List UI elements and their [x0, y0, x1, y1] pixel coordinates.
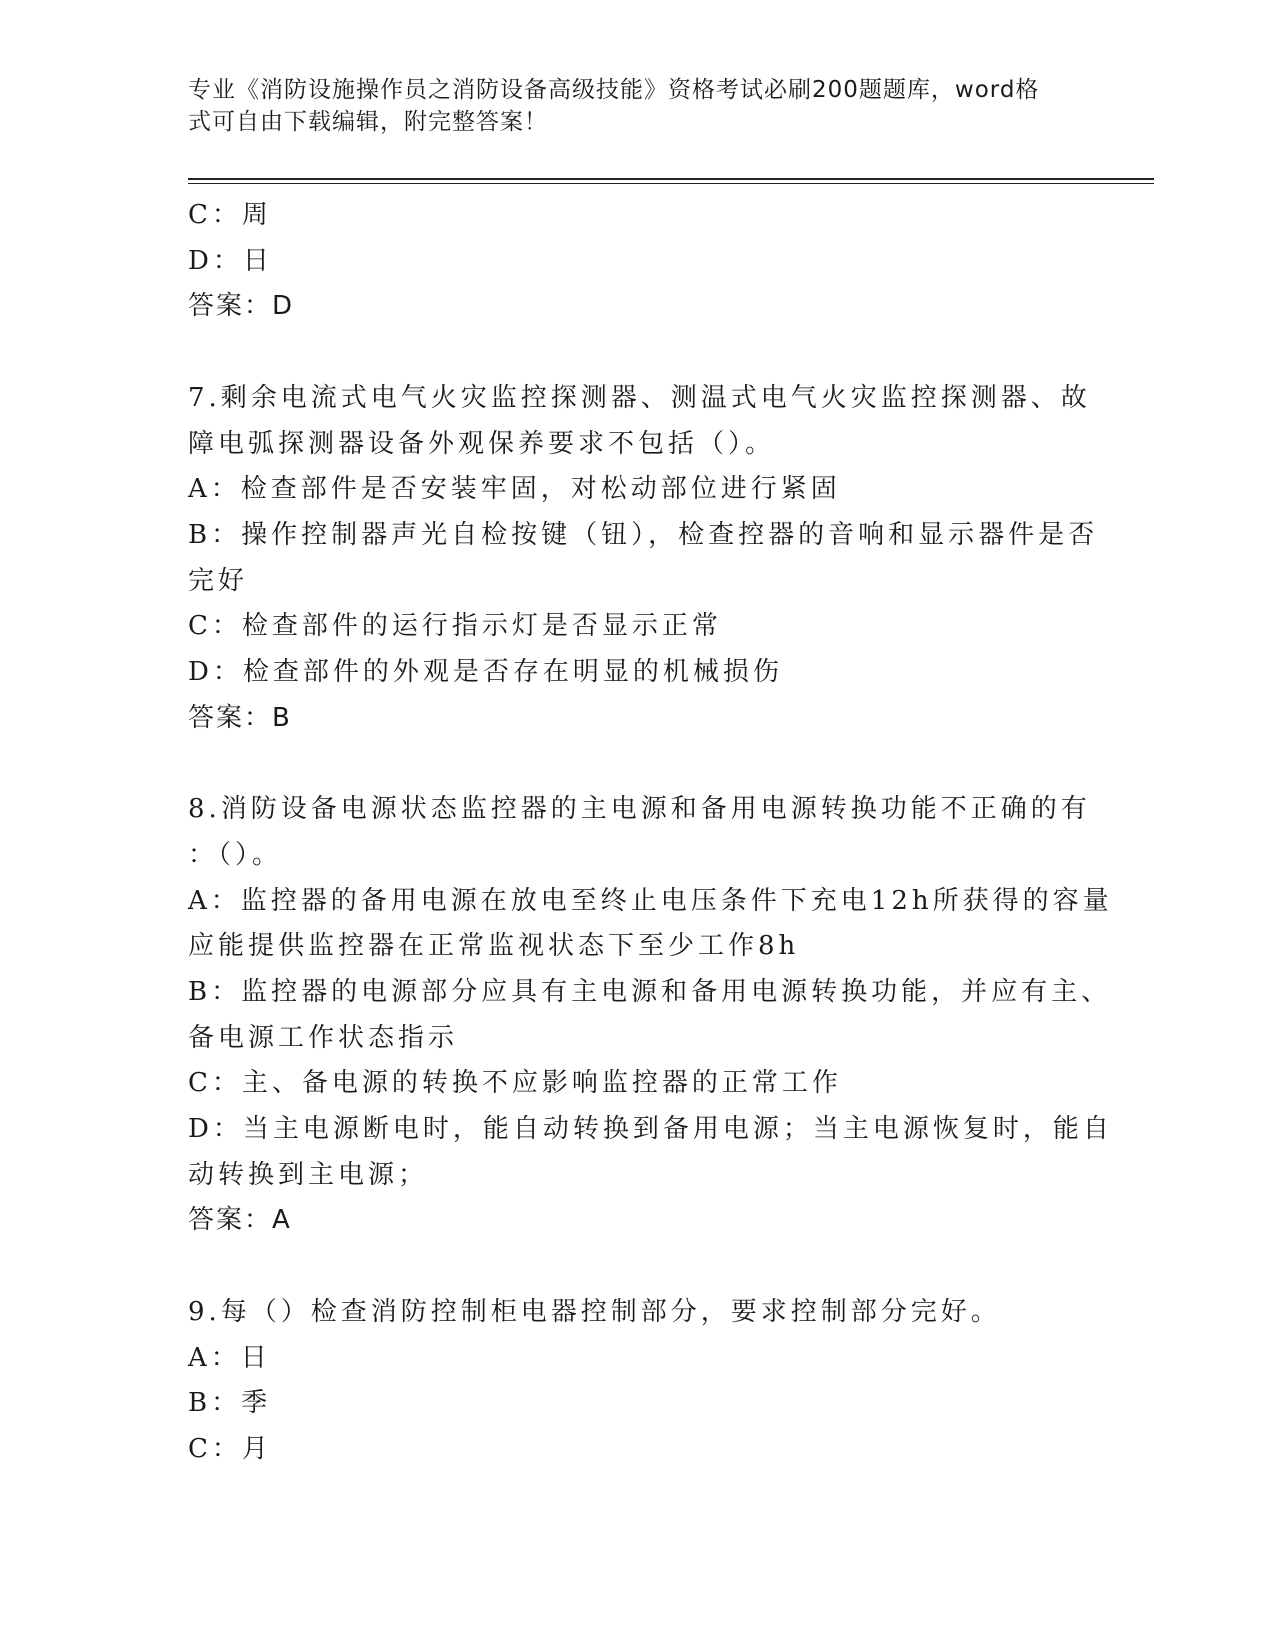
option-b-cont: 完好 [188, 565, 249, 596]
question-stem-cont: 障电弧探测器设备外观保养要求不包括（）。 [188, 428, 776, 459]
option-c: C：周 [188, 200, 272, 230]
option-c: C：月 [188, 1433, 272, 1464]
question-8 [188, 787, 1113, 1244]
option-b: B：操作控制器声光自检按键（钮），检查控器的音响和显示器件是否 [188, 519, 1099, 550]
question-9 [188, 1290, 1068, 1473]
prev-question-tail [188, 193, 1068, 330]
option-b-cont: 备电源工作状态指示 [188, 1022, 459, 1053]
option-c: C：检查部件的运行指示灯是否显示正常 [188, 611, 722, 642]
question-stem: 8.消防设备电源状态监控器的主电源和备用电源转换功能不正确的有 [188, 794, 1091, 825]
page-header [188, 74, 1068, 138]
header-line-1: 专业《消防设施操作员之消防设备高级技能》资格考试必刷200题题库，word格 [188, 77, 1040, 103]
option-b: B：监控器的电源部分应具有主电源和备用电源转换功能，并应有主、 [188, 976, 1112, 1007]
question-stem: 9.每（）检查消防控制柜电器控制部分，要求控制部分完好。 [188, 1296, 1001, 1327]
question-stem-cont: ：（）。 [188, 839, 283, 870]
option-a-cont: 应能提供监控器在正常监视状态下至少工作8h [188, 931, 800, 962]
spacer [188, 330, 1068, 376]
option-a: A：检查部件是否安装牢固，对松动部位进行紧固 [188, 474, 841, 505]
option-d: D：日 [188, 245, 273, 276]
answer: 答案：B [188, 702, 292, 733]
question-stem: 7.剩余电流式电气火灾监控探测器、测温式电气火灾监控探测器、故 [188, 382, 1091, 413]
option-b: B：季 [188, 1388, 272, 1419]
spacer [188, 1244, 1068, 1290]
option-d-cont: 动转换到主电源； [188, 1159, 429, 1190]
header-line-2: 式可自由下载编辑，附完整答案！ [188, 109, 548, 135]
header-rule-thick [188, 178, 1154, 180]
option-d: D：当主电源断电时，能自动转换到备用电源；当主电源恢复时，能自 [188, 1114, 1113, 1145]
option-d: D：检查部件的外观是否存在明显的机械损伤 [188, 657, 783, 688]
option-c: C：主、备电源的转换不应影响监控器的正常工作 [188, 1068, 842, 1099]
question-body [188, 193, 1113, 1473]
header-rule-thin [188, 183, 1154, 184]
spacer [188, 741, 1068, 787]
option-a: A：日 [188, 1342, 271, 1373]
question-7 [188, 376, 1099, 742]
answer: 答案：A [188, 1205, 292, 1236]
answer: 答案：D [188, 291, 295, 322]
option-a: A：监控器的备用电源在放电至终止电压条件下充电12h所获得的容量 [188, 885, 1113, 916]
